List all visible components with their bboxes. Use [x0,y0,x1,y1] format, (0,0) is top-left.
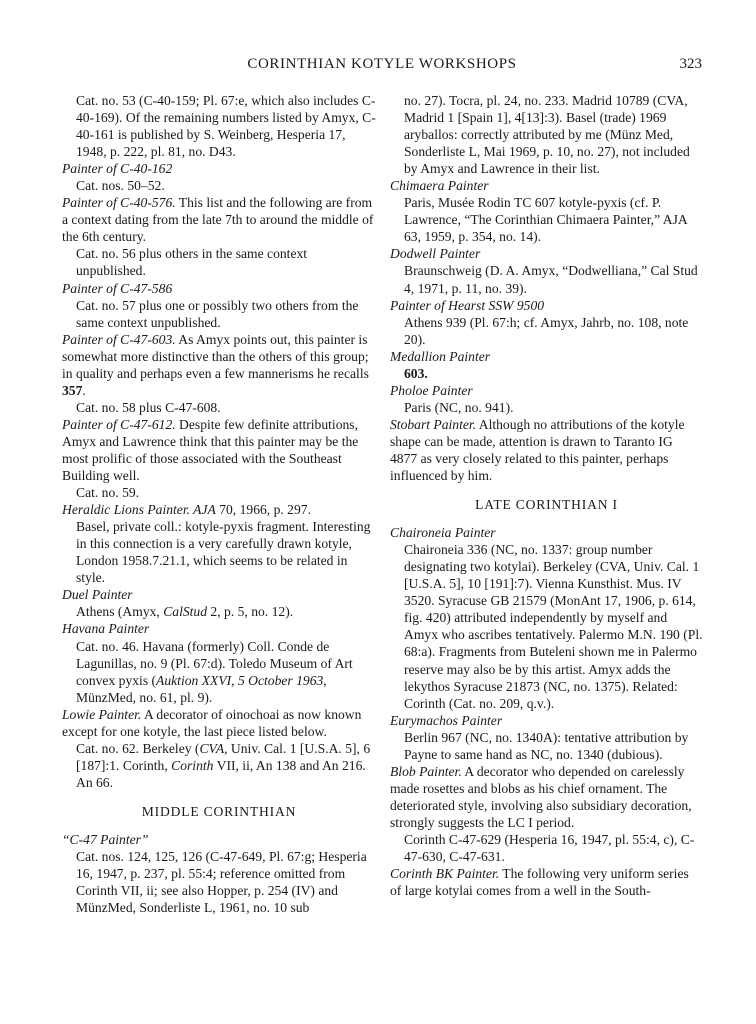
heading-hearst-painter: Painter of Hearst SSW 9500 [390,297,545,313]
entry-dodwell: Braunschweig (D. A. Amyx, “Dodwelliana,” Cal Stud 4, 1971, p. 11, no. 39). [404,263,698,296]
entry-medallion: 603. [404,365,428,381]
heading-painter-c40576: Painter of C-40-576. This list and the following are from a context dating from the late 7th to around the middle of the 6th century. [62,195,374,245]
heading-medallion-painter: Medallion Painter [390,348,491,364]
heading-c47-painter: “C-47 Painter” [62,831,149,847]
heading-havana-painter: Havana Painter [62,621,150,637]
entry-chimaera: Paris, Musée Rodin TC 607 kotyle-pyxis (cf. P. Lawrence, “The Corinthian Chimaera Painter,” AJA 63, 1959, p. 354, no. 14). [404,195,687,245]
entry-heraldic-lions: Basel, private coll.: kotyle-pyxis fragment. Interesting in this connection is a very carefully drawn kotyle, London 1958.7.21.1, which seems to be related in style. [76,519,371,586]
entry-chaironeia: Chaironeia 336 (NC, no. 1337: group number designating two kotylai). Berkeley (CVA, Univ. Cal. 1 [U.S.A. 5], 10 [191]:7). Vienna Kunsthist. Mus. IV 3520. Syracuse GB 21579 (MonAnt 17, 1906, p. 614, fig. 420) attributed independently by myself and Amyx who ascribes tentatively. Palermo M.N. 190 (Pl. 68:a). Fragments from Buteleni shown me in Palermo reserve may also be by this artist. Amyx adds the lekythos Syracuse 21873 (NC, no. 1375). Related: Corinth (Cat. no. 209, q.v.). [404,542,703,711]
entry-c47612: Cat. no. 59. [76,485,140,501]
heading-stobart-painter: Stobart Painter. Although no attributions of the kotyle shape can be made, attention is drawn to Taranto IG 4877 as very closely related to this painter, perhaps influenced by him. [390,416,685,484]
heading-blob-painter: Blob Painter. A decorator who depended on carelessly made rosettes and blobs as his chief ornament. The deteriorated style, involving also subsidiary decoration, strongly suggests the LC I period. [390,763,692,830]
entry-havana: Cat. no. 46. Havana (formerly) Coll. Conde de Lagunillas, no. 9 (Pl. 67:d). Toledo Museum of Art convex pyxis (Auktion XXVI, 5 October 1963, MünzMed, no. 61, pl. 9). [76,638,353,705]
heading-painter-c47586: Painter of C-47-586 [62,280,173,296]
entry-continued: no. 27). Tocra, pl. 24, no. 233. Madrid 10789 (CVA, Madrid 1 [Spain 1], 4[13]:3). Basel (trade) 1969 aryballos: correctly attributed by me (Münz Med, Sonderliste L, Mai 1969, p. 10, no. 27), not included by Amyx and Lawrence in their list. [404,93,690,177]
page-number: 323 [679,56,702,72]
heading-painter-c47612: Painter of C-47-612. Despite few definite attributions, Amyx and Lawrence think that this painter may be the most prolific of those associated with the Southeast Building well. [62,416,359,484]
heading-chimaera-painter: Chimaera Painter [390,178,489,194]
heading-dodwell-painter: Dodwell Painter [390,246,481,262]
heading-painter-c40162: Painter of C-40-162 [62,161,173,177]
entry-blob: Corinth C-47-629 (Hesperia 16, 1947, pl. 55:4, c), C-47-630, C-47-631. [404,831,695,865]
section-heading-middle-corinthian: MIDDLE CORINTHIAN [141,803,297,819]
running-head [62,56,702,76]
right-column [390,92,703,899]
section-heading-late-corinthian-i: LATE CORINTHIAN I [475,497,618,513]
entry-c40162: Cat. nos. 50–52. [76,178,165,194]
entry-c47: Cat. nos. 124, 125, 126 (C-47-649, Pl. 67:g; Hesperia 16, 1947, p. 237, pl. 55:4; reference omitted from Corinth VII, ii; see also Hopper, p. 254 (IV) and MünzMed, Sonderliste L, 1961, no. 10 sub [76,849,367,916]
heading-chaironeia-painter: Chaironeia Painter [390,525,496,541]
heading-heraldic-lions-painter: Heraldic Lions Painter. AJA 70, 1966, p. 297. [62,502,311,518]
heading-painter-c47603: Painter of C-47-603. As Amyx points out, this painter is somewhat more distinctive than the others of this group; in quality and perhaps even a few mannerisms he recalls 357. [62,331,369,398]
heading-duel-painter: Duel Painter [62,587,133,603]
entry-c47603: Cat. no. 58 plus C-47-608. [76,399,221,415]
heading-lowie-painter: Lowie Painter. A decorator of oinochoai as now known except for one kotyle, the last piece listed below. [62,706,362,739]
heading-eurymachos-painter: Eurymachos Painter [390,712,503,728]
heading-corinth-bk-painter: Corinth BK Painter. The following very uniform series of large kotylai comes from a well in the South- [390,866,689,899]
paragraph-c40159: Cat. no. 53 (C-40-159; Pl. 67:e, which also includes C-40-169). Of the remaining numbers listed by Amyx, C-40-161 is published by S. Weinberg, Hesperia 17, 1948, p. 222, pl. 81, no. D43. [76,93,376,160]
entry-eurymachos: Berlin 967 (NC, no. 1340A): tentative attribution by Payne to same hand as NC, no. 1340 (dubious). [404,729,689,762]
left-column [62,92,376,916]
entry-lowie: Cat. no. 62. Berkeley (CVA, Univ. Cal. 1 [U.S.A. 5], 6 [187]:1. Corinth, Corinth VII, ii, An 138 and An 216. An 66. [76,740,371,790]
entry-duel: Athens (Amyx, CalStud 2, p. 5, no. 12). [76,604,294,620]
entry-c40576: Cat. no. 56 plus others in the same context unpublished. [76,246,308,279]
entry-pholoe: Paris (NC, no. 941). [404,399,514,415]
entry-hearst: Athens 939 (Pl. 67:h; cf. Amyx, Jahrb, no. 108, note 20). [404,314,689,347]
heading-pholoe-painter: Pholoe Painter [390,382,473,398]
entry-c47586: Cat. no. 57 plus one or possibly two others from the same context unpublished. [76,297,359,330]
running-title: CORINTHIAN KOTYLE WORKSHOPS [247,56,517,72]
